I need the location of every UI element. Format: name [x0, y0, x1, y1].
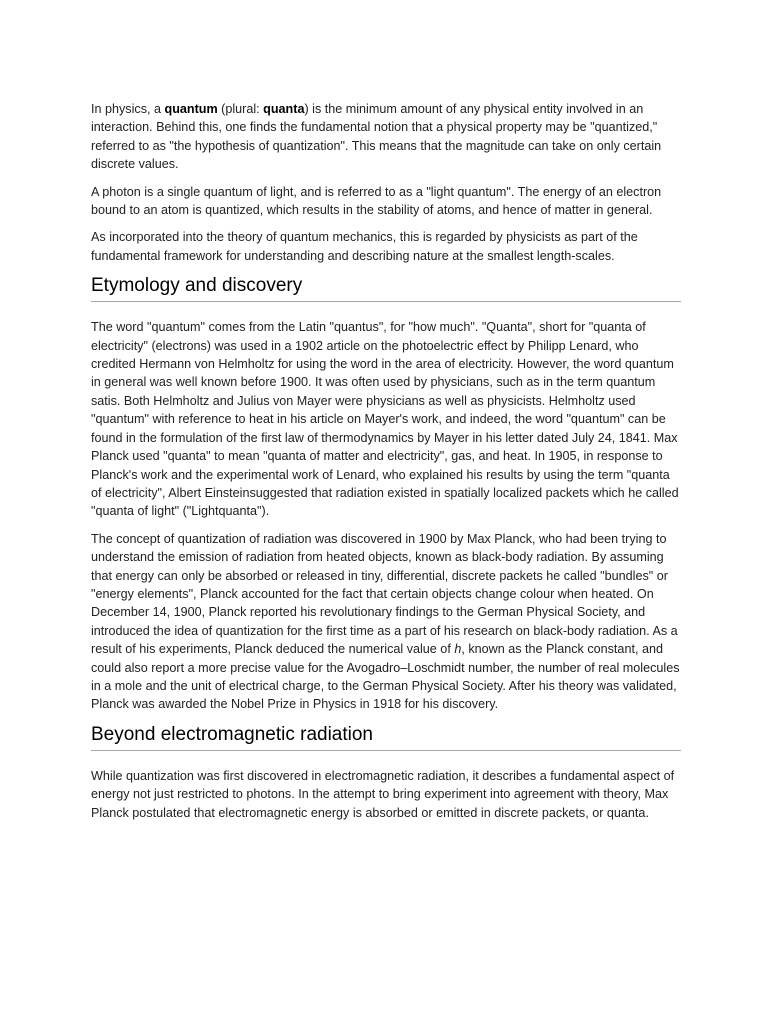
intro-paragraph-1 — [91, 100, 681, 174]
article-body — [91, 100, 681, 831]
beyond-paragraph-1: While quantization was first discovered in electromagnetic radiation, it describes a fundamental aspect of energy not just restricted to photons. In the attempt to bring experiment into agreement with theory, Max Planck postulated that electromagnetic energy is absorbed or emitted in discrete packets, or quanta. — [91, 768, 675, 820]
intro-text: (plural: — [217, 102, 264, 116]
planck-constant-symbol: h — [454, 642, 462, 657]
section-heading-beyond: Beyond electromagnetic radiation — [91, 723, 681, 751]
section-heading-etymology: Etymology and discovery — [91, 274, 681, 302]
term-quanta: quanta — [263, 102, 305, 116]
etymology-paragraph-2 — [91, 530, 681, 714]
intro-text: In physics, a — [91, 102, 165, 116]
etymology-paragraph-1: The word "quantum" comes from the Latin "quantus", for "how much". "Quanta", short for "quanta of electricity" (electrons) was used in a 1902 article on the photoelectric effect by Philipp Lenard, who credited Hermann von Helmholtz for using the word in the area of electricity. However, the word quantum in general was well known before 1900. It was often used by physicians, such as in the term quantum satis. Both Helmholtz and Julius von Mayer were physicians as well as physicists. Helmholtz used "quantum" with reference to heat in his article on Mayer's work, and indeed, the word "quantum" can be found in the formulation of the first law of thermodynamics by Mayer in his letter dated July 24, 1841. Max Planck used "quanta" to mean "quanta of matter and electricity", gas, and heat. In 1905, in response to Planck's work and the experimental work of Lenard, who explained his results by using the term "quanta of electricity", Albert Einsteinsuggested that radiation existed in spatially localized packets which he called "quanta of light" ("Lightquanta"). — [91, 320, 679, 519]
intro-text: ) is the minimum amount of any physical entity involved in an interaction. Behind this, one finds the fundamental notion that a physical property may be "quantized," referred to as "the hypothesis of quantization". This means that the magnitude can take on only certain discrete values. — [91, 102, 662, 172]
etymology-text: , known as the Planck constant, and could also report a more precise value for the Avogadro–Loschmidt number, the number of real molecules in a mole and the unit of electrical charge, to the German Physical Society. After his theory was validated, Planck was awarded the Nobel Prize in Physics in 1918 for his discovery. — [91, 642, 680, 712]
intro-paragraph-3: As incorporated into the theory of quantum mechanics, this is regarded by physicists as part of the fundamental framework for understanding and describing nature at the smallest length-scales. — [91, 230, 638, 263]
intro-paragraph-2: A photon is a single quantum of light, and is referred to as a "light quantum". The energy of an electron bound to an atom is quantized, which results in the stability of atoms, and hence of matter in general. — [91, 184, 662, 218]
term-quantum: quantum — [164, 102, 218, 116]
etymology-text: The concept of quantization of radiation was discovered in 1900 by Max Planck, who had been trying to understand the emission of radiation from heated objects, known as black-body radiation. By assuming that energy can only be absorbed or released in tiny, differential, discrete packets he called "bundles" or "energy elements", Planck accounted for the fact that certain objects change colour when heated. On December 14, 1900, Planck reported his revolutionary findings to the German Physical Society, and introduced the idea of quantization for the first time as a part of his research on black-body radiation. As a result of his experiments, Planck deduced the numerical value of — [91, 531, 678, 657]
